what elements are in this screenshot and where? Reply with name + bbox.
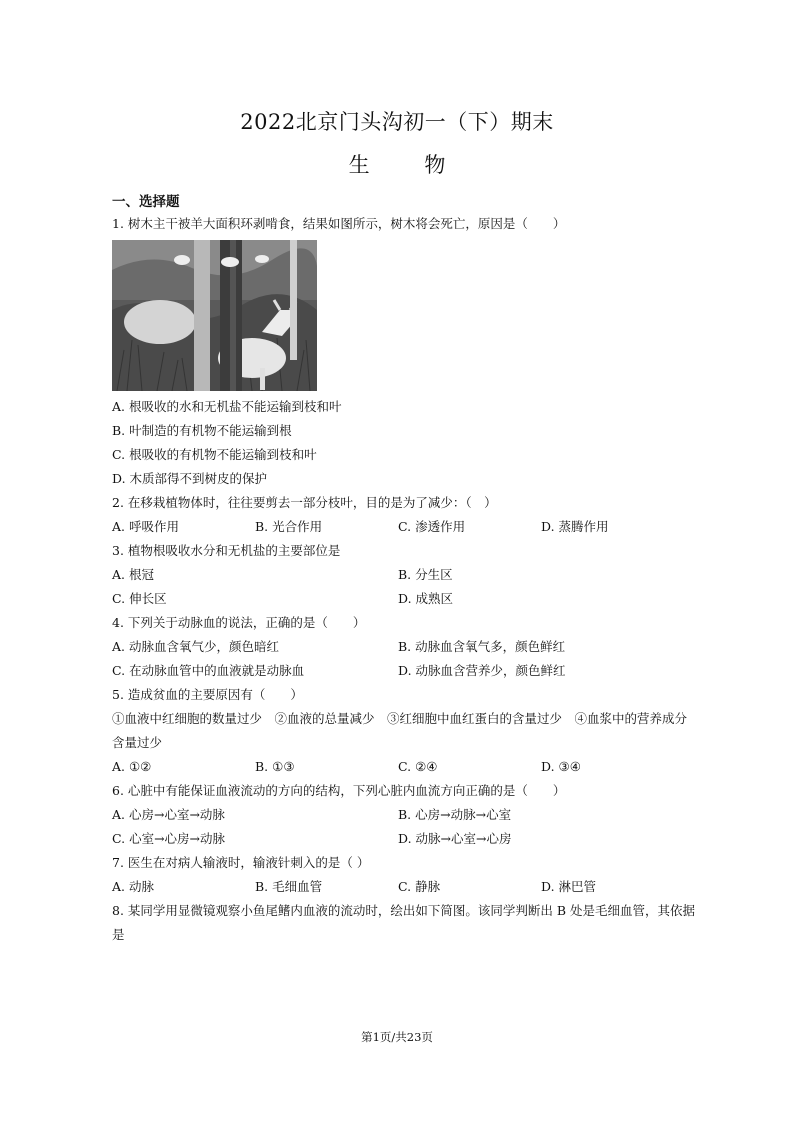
q7-option-c: C. 静脉	[398, 879, 441, 894]
q4-option-a: A. 动脉血含氧气少，颜色暗红	[112, 639, 279, 654]
q6-option-b: B. 心房→动脉→心室	[398, 807, 512, 822]
subject-title: 生 物	[348, 153, 446, 177]
q3-option-c: C. 伸长区	[112, 591, 167, 606]
q1-option-d: D. 木质部得不到树皮的保护	[112, 471, 268, 486]
page-title: 2022北京门头沟初一（下）期末	[240, 110, 554, 134]
q7-option-a: A. 动脉	[112, 879, 154, 894]
q5-option-c: C. ②④	[398, 759, 438, 774]
q7-option-b: B. 毛细血管	[255, 879, 323, 894]
q5-option-b: B. ①③	[255, 759, 295, 774]
q2-option-d: D. 蒸腾作用	[541, 519, 609, 534]
q1-option-c: C. 根吸收的有机物不能运输到枝和叶	[112, 447, 317, 462]
q3-option-d: D. 成熟区	[398, 591, 454, 606]
q4-option-c: C. 在动脉血管中的血液就是动脉血	[112, 663, 305, 678]
q2-option-b: B. 光合作用	[255, 519, 323, 534]
section-heading: 一、选择题	[112, 194, 180, 210]
q5-option-d: D. ③④	[541, 759, 581, 774]
question-8-stem-line-1: 8. 某同学用显微镜观察小鱼尾鳍内血液的流动时，绘出如下简图。该同学判断出 B 处是毛细血管，其依据	[112, 903, 696, 918]
q3-option-b: B. 分生区	[398, 567, 453, 582]
question-5-stem: 5. 造成贫血的主要原因有（ ）	[112, 687, 303, 702]
question-1-stem: 1. 树木主干被羊大面积环剥啃食，结果如图所示，树木将会死亡，原因是（ ）	[112, 216, 566, 231]
q6-option-c: C. 心室→心房→动脉	[112, 831, 226, 846]
page-footer: 第1页/共23页	[361, 1030, 433, 1044]
q3-option-a: A. 根冠	[112, 567, 154, 582]
q7-option-d: D. 淋巴管	[541, 879, 597, 894]
q2-option-a: A. 呼吸作用	[112, 519, 179, 534]
q1-option-b: B. 叶制造的有机物不能运输到根	[112, 423, 292, 438]
q5-statement-line-1: ①血液中红细胞的数量过少 ②血液的总量减少 ③红细胞中血红蛋白的含量过少 ④血浆中的营养成分	[112, 711, 688, 726]
q5-option-a: A. ①②	[112, 759, 152, 774]
q4-option-d: D. 动脉血含营养少，颜色鲜红	[398, 663, 566, 678]
q4-option-b: B. 动脉血含氧气多，颜色鲜红	[398, 639, 566, 654]
question-7-stem: 7. 医生在对病人输液时，输液针刺入的是（ ）	[112, 855, 370, 870]
goat-tree-photo	[112, 240, 317, 391]
question-6-stem: 6. 心脏中有能保证血液流动的方向的结构，下列心脏内血流方向正确的是（ ）	[112, 783, 566, 798]
q1-option-a: A. 根吸收的水和无机盐不能运输到枝和叶	[112, 399, 342, 414]
question-2-stem: 2. 在移栽植物体时，往往要剪去一部分枝叶，目的是为了减少：（ ）	[112, 495, 497, 510]
question-4-stem: 4. 下列关于动脉血的说法，正确的是（ ）	[112, 615, 366, 630]
q6-option-d: D. 动脉→心室→心房	[398, 831, 512, 846]
q2-option-c: C. 渗透作用	[398, 519, 466, 534]
question-8-stem-line-2: 是	[112, 927, 125, 942]
q5-statement-line-2: 含量过少	[112, 735, 163, 750]
question-3-stem: 3. 植物根吸收水分和无机盐的主要部位是	[112, 543, 341, 558]
goat-tree-illustration	[112, 240, 317, 391]
q6-option-a: A. 心房→心室→动脉	[112, 807, 225, 822]
